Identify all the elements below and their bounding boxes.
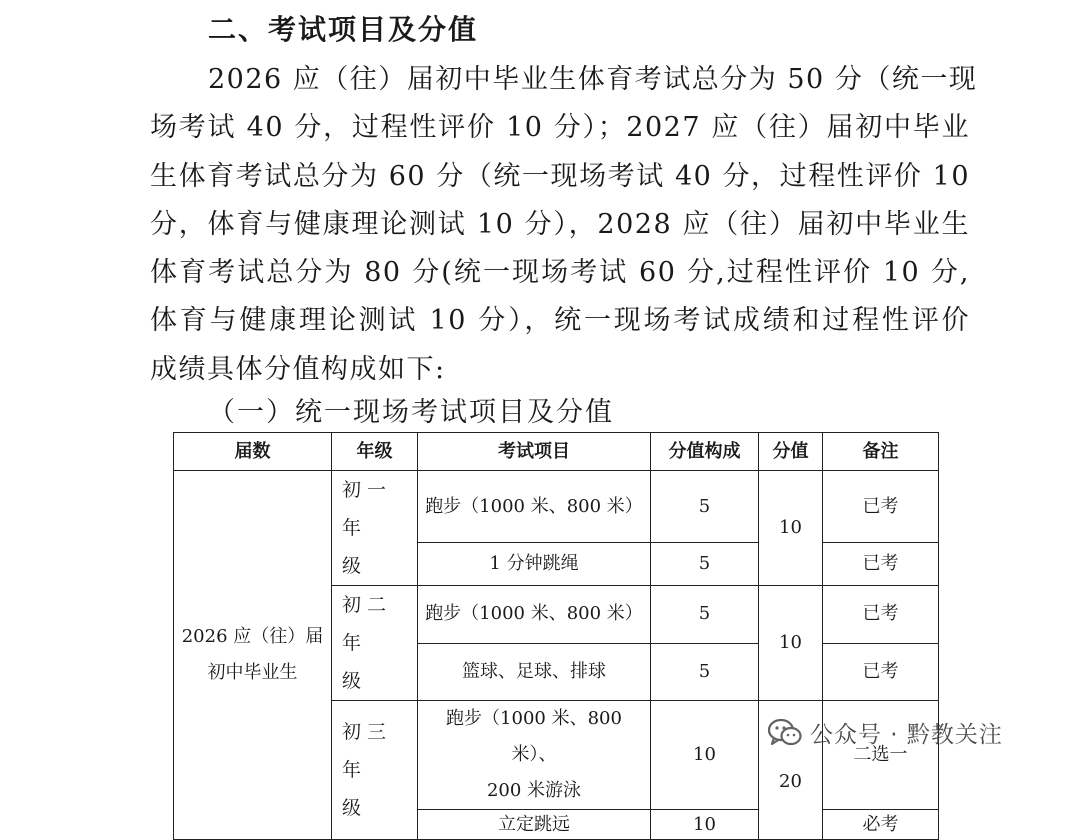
score-cell: 20 [759,701,823,840]
item-cell: 跑步（1000 米、800 米） [418,471,651,543]
grade-line: 级 [342,555,368,577]
score-cell: 10 [759,586,823,701]
grade-line: 级 [342,670,368,692]
paragraph-line: 体育考试总分为 80 分(统一现场考试 60 分,过程性评价 10 分, [150,257,970,289]
paragraph-line: 体育与健康理论测试 10 分），统一现场考试成绩和过程性评价 [150,305,970,337]
paragraph-line: 2026 应（往）届初中毕业生体育考试总分为 50 分（统一现 [208,64,978,95]
header-composition: 分值构成 [651,433,759,471]
item-cell: 跑步（1000 米、800 米） [418,586,651,644]
grade-line: 初三年 [342,721,393,781]
note-cell: 二选一 [823,701,939,810]
cohort-line: 初中毕业生 [207,662,298,683]
grade-cell [332,471,418,586]
note-cell: 已考 [823,471,939,543]
item-line: 跑步（1000 米、800 米）、 [446,708,622,765]
body-paragraph [150,56,978,394]
grade-line: 级 [342,797,368,819]
cohort-line: 2026 应（往）届 [181,626,324,647]
wechat-icon [768,718,802,748]
paragraph-line: 生体育考试总分为 60 分（统一现场考试 40 分，过程性评价 10 [150,160,970,192]
table-header-row [174,433,939,471]
note-cell: 已考 [823,643,939,701]
composition-cell: 5 [651,586,759,644]
item-cell [418,701,651,810]
composition-cell: 5 [651,543,759,586]
item-cell: 1 分钟跳绳 [418,543,651,586]
cohort-cell [174,471,332,840]
grade-cell [332,586,418,701]
grade-cell [332,701,418,840]
watermark-text: 公众号 · 黔教关注 [810,722,1003,748]
note-cell: 已考 [823,543,939,586]
score-table [173,432,939,840]
item-cell: 立定跳远 [418,810,651,840]
header-grade: 年级 [332,433,418,471]
paragraph-line: 分，体育与健康理论测试 10 分），2028 应（往）届初中毕业生 [150,208,970,240]
note-cell: 已考 [823,586,939,644]
paragraph-line: 场考试 40 分，过程性评价 10 分）；2027 应（往）届初中毕业 [150,112,970,144]
header-score: 分值 [759,433,823,471]
score-cell: 10 [759,471,823,586]
header-item: 考试项目 [418,433,651,471]
header-note: 备注 [823,433,939,471]
note-cell: 必考 [823,810,939,840]
grade-line: 初一年 [342,479,393,539]
composition-cell: 5 [651,643,759,701]
watermark [768,716,1003,749]
composition-cell: 10 [651,701,759,810]
table-row [174,471,939,543]
composition-cell: 5 [651,471,759,543]
section-heading: 二、考试项目及分值 [208,13,479,46]
header-cohort: 届数 [174,433,332,471]
grade-line: 初二年 [342,594,393,654]
composition-cell: 10 [651,810,759,840]
item-cell: 篮球、足球、排球 [418,643,651,701]
item-line: 200 米游泳 [486,780,582,801]
subsection-heading: （一）统一现场考试项目及分值 [208,397,614,428]
paragraph-line: 成绩具体分值构成如下: [150,353,446,385]
